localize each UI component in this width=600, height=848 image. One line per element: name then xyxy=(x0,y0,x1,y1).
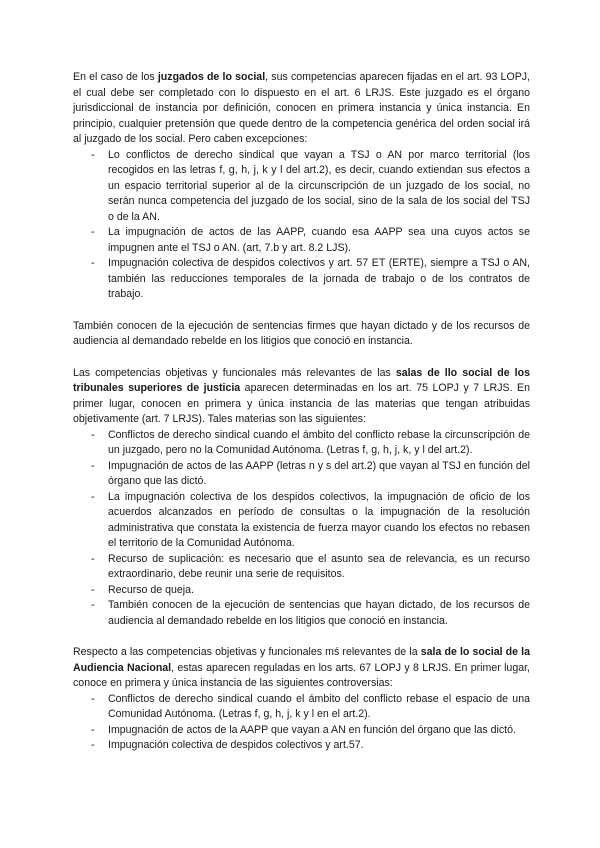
list-item: - La impugnación de actos de las AAPP, cuando esa AAPP sea una cuyos actos se impugnen ante el TSJ o AN. (art, 7.b y art. 8.2 LJS). xyxy=(108,225,530,256)
list-item: - Lo conflictos de derecho sindical que vayan a TSJ o AN por marco territorial (los recogidos en las letras f, g, h, j, k y l del art.2), es decir, cuando extiendan sus efectos a un espacio territorial superior al de la circunscripción de un juzgado de los social, no serán nunca competencia del juzgado de los social, sino de la sala de los social del TSJ o de la AN. xyxy=(108,148,530,226)
list-item: - Conflictos de derecho sindical cuando el ámbito del conflicto rebase el espacio de una Comunidad Autónoma. (Letras f, g, h, j, k y l en el art.2). xyxy=(108,692,530,723)
list-item: - Impugnación de actos de las AAPP (letras n y s del art.2) que vayan al TSJ en función del órgano que las dictó. xyxy=(108,459,530,490)
list-item: - Impugnación colectiva de despidos colectivos y art.57. xyxy=(108,738,530,754)
list-an-controversias xyxy=(73,692,530,754)
list-item: - También conocen de la ejecución de sentencias que hayan dictado, de los recursos de audiencia al demandado rebelde en los litigios que conoció en instancia. xyxy=(108,598,530,629)
term-sala-an: sala de lo social de la Audiencia Nacional xyxy=(73,646,530,674)
paragraph-juzgados-intro: En el caso de los juzgados de lo social, sus competencias aparecen fijadas en el art. 93 LOPJ, el cual debe ser completado con lo dispuesto en el art. 6 LRJS. Este juzgado es el órgano jurisdiccional de instancia por definición, conocen en primera instancia y única instancia. En principio, cualquier pretensión que quede dentro de la competencia genérica del orden social irá al juzgado de los social. Pero caben excepciones: xyxy=(73,71,530,145)
list-item: - Impugnación de actos de la AAPP que vayan a AN en función del órgano que las dictó. xyxy=(108,723,530,739)
paragraph-juzgados-ejecucion: También conocen de la ejecución de sentencias firmes que hayan dictado y de los recursos de audiencia al demandado rebelde en los litigios que conoció en instancia. xyxy=(73,319,530,347)
term-salas-tsj: salas de llo social de los tribunales superiores de justicia xyxy=(73,366,530,394)
term-juzgados-social: juzgados de lo social xyxy=(157,71,266,83)
list-tsj-materias xyxy=(73,428,530,630)
list-item: - La impugnación colectiva de los despidos colectivos, la impugnación de oficio de los acuerdos alcanzados en período de consultas o la impugnación de la resolución administrativa que constata la existencia de fuerza mayor cuando los efectos no rebasen el territorio de la Comunidad Autónoma. xyxy=(108,490,530,552)
list-item: - Recurso de suplicación: es necesario que el asunto sea de relevancia, es un recurso extraordinario, debe reunir una serie de requisitos. xyxy=(108,552,530,583)
list-item: - Impugnación colectiva de despidos colectivos y art. 57 ET (ERTE), siempre a TSJ o AN, también las reducciones temporales de la jornada de trabajo o de los contratos de trabajo. xyxy=(108,256,530,303)
paragraph-an-intro: Respecto a las competencias objetivas y funcionales mś relevantes de la sala de lo social de la Audiencia Nacional, estas aparecen reguladas en los arts. 67 LOPJ y 8 LRJS. En primer lugar, conoce en primera y única instancia de las siguientes controversias: xyxy=(73,646,530,689)
list-item: - Conflictos de derecho sindical cuando el ámbito del conflicto rebase la circunscripción de un juzgado, pero no la Comunidad Autónoma. (Letras f, g, h, j, k, y l del art.2). xyxy=(108,428,530,459)
list-item: - Recurso de queja. xyxy=(108,583,530,599)
list-juzgados-exceptions xyxy=(73,148,530,303)
paragraph-tsj-intro: Las competencias objetivas y funcionales más relevantes de las salas de llo social de los tribunales superiores de justicia aparecen determinadas en los art. 75 LOPJ y 7 LRJS. En primer lugar, conocen en primera y única instancia de las materias que tengan atribuidas objetivamente (art. 7 LRJS). Tales materias son las siguientes: xyxy=(73,366,530,425)
